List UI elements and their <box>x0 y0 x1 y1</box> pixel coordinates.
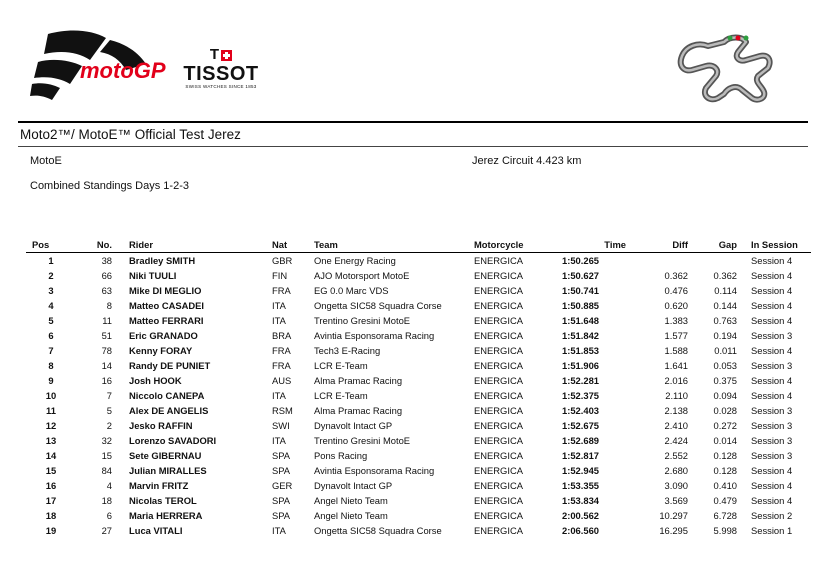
cell-gap: 0.375 <box>713 375 737 386</box>
cell-in-session: Session 1 <box>751 525 793 536</box>
header-rider: Rider <box>129 237 272 253</box>
cell-no: 8 <box>106 300 112 311</box>
cell-no: 32 <box>101 435 112 446</box>
cell-rider: Matteo FERRARI <box>129 315 204 326</box>
cell-in-session: Session 3 <box>751 420 793 431</box>
tissot-tagline: SWISS WATCHES SINCE 1853 <box>185 84 257 89</box>
cell-diff: 2.424 <box>664 435 688 446</box>
cell-gap: 6.728 <box>713 510 737 521</box>
cell-nat: SPA <box>272 495 291 506</box>
cell-motorcycle: ENERGICA <box>474 420 523 431</box>
cell-motorcycle: ENERGICA <box>474 510 523 521</box>
cell-time: 1:53.355 <box>562 480 600 491</box>
cell-time: 1:50.741 <box>562 285 600 296</box>
cell-team: Angel Nieto Team <box>314 510 388 521</box>
cell-nat: SPA <box>272 450 291 461</box>
class-name: MotoE <box>30 155 62 167</box>
cell-no: 16 <box>101 375 112 386</box>
cell-in-session: Session 3 <box>751 450 793 461</box>
cell-time: 1:50.885 <box>562 300 600 311</box>
cell-motorcycle: ENERGICA <box>474 330 523 341</box>
cell-time: 2:00.562 <box>562 510 600 521</box>
title-rule-bottom <box>18 146 808 147</box>
cell-gap: 5.998 <box>713 525 737 536</box>
circuit-map-icon <box>672 26 782 106</box>
cell-motorcycle: ENERGICA <box>474 300 523 311</box>
cell-diff: 10.297 <box>659 510 688 521</box>
cell-nat: ITA <box>272 390 286 401</box>
cell-team: Angel Nieto Team <box>314 495 388 506</box>
cell-team: Avintia Esponsorama Racing <box>314 465 435 476</box>
cell-no: 2 <box>106 420 112 431</box>
table-row <box>26 433 811 448</box>
cell-nat: ITA <box>272 315 286 326</box>
table-row <box>26 343 811 358</box>
cell-diff: 1.588 <box>664 345 688 356</box>
motogp-logo <box>30 26 170 102</box>
table-row <box>26 418 811 433</box>
cell-no: 38 <box>101 255 112 266</box>
event-title: Moto2™/ MotoE™ Official Test Jerez <box>20 127 241 142</box>
table-row <box>26 298 811 313</box>
cell-in-session: Session 4 <box>751 285 793 296</box>
cell-rider: Alex DE ANGELIS <box>129 405 209 416</box>
cell-rider: Luca VITALI <box>129 525 183 536</box>
cell-nat: FRA <box>272 360 291 371</box>
cell-time: 1:52.403 <box>562 405 600 416</box>
cell-gap: 0.144 <box>713 300 737 311</box>
cell-diff: 16.295 <box>659 525 688 536</box>
cell-nat: AUS <box>272 375 292 386</box>
cell-time: 1:53.834 <box>562 495 600 506</box>
cell-no: 63 <box>101 285 112 296</box>
cell-motorcycle: ENERGICA <box>474 480 523 491</box>
header-time: Time <box>562 237 626 253</box>
cell-gap: 0.011 <box>714 345 737 356</box>
cell-rider: Kenny FORAY <box>129 345 193 356</box>
cell-time: 1:52.281 <box>562 375 600 386</box>
table-row <box>26 493 811 508</box>
cell-team: EG 0.0 Marc VDS <box>314 285 389 296</box>
cell-diff: 2.552 <box>664 450 688 461</box>
cell-in-session: Session 4 <box>751 255 793 266</box>
cell-in-session: Session 3 <box>751 405 793 416</box>
cell-time: 1:52.689 <box>562 435 600 446</box>
cell-in-session: Session 4 <box>751 465 793 476</box>
cell-motorcycle: ENERGICA <box>474 405 523 416</box>
svg-text:motoGP: motoGP <box>80 58 166 83</box>
cell-pos: 16 <box>45 480 57 491</box>
cell-motorcycle: ENERGICA <box>474 450 523 461</box>
cell-rider: Eric GRANADO <box>129 330 198 341</box>
cell-rider: Niccolo CANEPA <box>129 390 205 401</box>
cell-team: Alma Pramac Racing <box>314 375 403 386</box>
cell-nat: ITA <box>272 525 286 536</box>
cell-gap: 0.194 <box>713 330 737 341</box>
cell-diff: 2.138 <box>664 405 688 416</box>
cell-gap: 0.479 <box>713 495 737 506</box>
cell-diff: 2.110 <box>665 390 688 401</box>
cell-rider: Randy DE PUNIET <box>129 360 211 371</box>
cell-nat: RSM <box>272 405 293 416</box>
tissot-wordmark: TISSOT <box>183 63 259 85</box>
cell-gap: 0.362 <box>713 270 737 281</box>
cell-time: 1:51.648 <box>562 315 600 326</box>
cell-gap: 0.094 <box>713 390 737 401</box>
cell-no: 66 <box>101 270 112 281</box>
standings-rows <box>26 253 811 539</box>
table-header-row <box>26 237 811 253</box>
cell-motorcycle: ENERGICA <box>474 285 523 296</box>
cell-pos: 19 <box>45 525 57 536</box>
cell-rider: Maria HERRERA <box>129 510 203 521</box>
table-row <box>26 388 811 403</box>
table-row <box>26 253 811 269</box>
cell-gap: 0.053 <box>713 360 737 371</box>
cell-in-session: Session 3 <box>751 330 793 341</box>
table-row <box>26 313 811 328</box>
cell-motorcycle: ENERGICA <box>474 360 523 371</box>
cell-diff: 1.641 <box>664 360 688 371</box>
cell-pos: 10 <box>45 390 57 401</box>
cell-rider: Sete GIBERNAU <box>129 450 202 461</box>
cell-pos: 4 <box>48 300 54 311</box>
cell-nat: SPA <box>272 510 291 521</box>
cell-in-session: Session 4 <box>751 315 793 326</box>
cell-no: 11 <box>102 315 112 326</box>
cell-nat: ITA <box>272 300 286 311</box>
cell-rider: Julian MIRALLES <box>129 465 207 476</box>
cell-motorcycle: ENERGICA <box>474 315 523 326</box>
cell-pos: 6 <box>48 330 54 341</box>
cell-nat: GER <box>272 480 293 491</box>
table-row <box>26 283 811 298</box>
cell-no: 5 <box>106 405 112 416</box>
table-row <box>26 478 811 493</box>
cell-nat: FIN <box>272 270 288 281</box>
table-row <box>26 358 811 373</box>
cell-in-session: Session 2 <box>751 510 793 521</box>
cell-team: Pons Racing <box>314 450 368 461</box>
cell-diff <box>626 253 688 269</box>
cell-gap: 0.114 <box>714 285 737 296</box>
cell-in-session: Session 4 <box>751 345 793 356</box>
cell-nat: FRA <box>272 345 291 356</box>
cell-diff: 2.016 <box>664 375 688 386</box>
cell-team: Ongetta SIC58 Squadra Corse <box>314 525 442 536</box>
standings-table <box>26 237 811 538</box>
cell-gap: 0.128 <box>713 450 737 461</box>
cell-diff: 3.569 <box>664 495 688 506</box>
cell-diff: 0.620 <box>664 300 688 311</box>
table-row <box>26 268 811 283</box>
cell-pos: 3 <box>48 285 54 296</box>
cell-in-session: Session 3 <box>751 360 793 371</box>
cell-in-session: Session 4 <box>751 390 793 401</box>
cell-in-session: Session 3 <box>751 435 793 446</box>
header-pos: Pos <box>26 237 76 253</box>
cell-diff: 3.090 <box>664 480 688 491</box>
cell-motorcycle: ENERGICA <box>474 525 523 536</box>
tissot-emblem: T <box>178 48 264 62</box>
cell-rider: Josh HOOK <box>129 375 182 386</box>
cell-no: 78 <box>101 345 112 356</box>
cell-no: 4 <box>106 480 112 491</box>
cell-pos: 2 <box>48 270 54 281</box>
header-team: Team <box>314 237 474 253</box>
cell-pos: 9 <box>48 375 54 386</box>
cell-in-session: Session 4 <box>751 270 793 281</box>
cell-nat: SPA <box>272 465 291 476</box>
cell-time: 1:52.375 <box>562 390 600 401</box>
cell-in-session: Session 4 <box>751 375 793 386</box>
header-no: No. <box>76 237 129 253</box>
cell-in-session: Session 4 <box>751 480 793 491</box>
table-row <box>26 328 811 343</box>
cell-motorcycle: ENERGICA <box>474 495 523 506</box>
cell-team: Avintia Esponsorama Racing <box>314 330 435 341</box>
cell-team: LCR E-Team <box>314 390 368 401</box>
cell-time: 2:06.560 <box>562 525 600 536</box>
cell-in-session: Session 4 <box>751 495 793 506</box>
cell-pos: 7 <box>48 345 54 356</box>
cell-rider: Jesko RAFFIN <box>129 420 193 431</box>
cell-team: Trentino Gresini MotoE <box>314 435 411 446</box>
cell-team: Ongetta SIC58 Squadra Corse <box>314 300 442 311</box>
table-row <box>26 448 811 463</box>
cell-motorcycle: ENERGICA <box>474 435 523 446</box>
cell-rider: Mike DI MEGLIO <box>129 285 202 296</box>
cell-in-session: Session 4 <box>751 300 793 311</box>
cell-motorcycle: ENERGICA <box>474 270 523 281</box>
table-row <box>26 403 811 418</box>
cell-pos: 17 <box>45 495 57 506</box>
cell-nat: FRA <box>272 285 291 296</box>
cell-pos: 11 <box>46 405 56 416</box>
cell-pos: 5 <box>48 315 54 326</box>
cell-team: AJO Motorsport MotoE <box>314 270 410 281</box>
cell-time: 1:51.842 <box>562 330 600 341</box>
cell-team: LCR E-Team <box>314 360 368 371</box>
cell-time: 1:52.817 <box>562 450 600 461</box>
cell-gap: 0.028 <box>713 405 737 416</box>
cell-time: 1:50.627 <box>562 270 600 281</box>
header-nat: Nat <box>272 237 314 253</box>
cell-time: 1:51.906 <box>562 360 600 371</box>
cell-pos: 8 <box>48 360 54 371</box>
cell-motorcycle: ENERGICA <box>474 390 523 401</box>
cell-time: 1:52.675 <box>562 420 600 431</box>
cell-motorcycle: ENERGICA <box>474 465 523 476</box>
cell-pos: 12 <box>45 420 57 431</box>
cell-pos: 13 <box>45 435 57 446</box>
cell-team: Trentino Gresini MotoE <box>314 315 411 326</box>
table-row <box>26 508 811 523</box>
cell-nat: ITA <box>272 435 286 446</box>
header-diff: Diff <box>626 237 688 253</box>
cell-motorcycle: ENERGICA <box>474 345 523 356</box>
cell-team: Dynavolt Intact GP <box>314 480 393 491</box>
cell-no: 27 <box>101 525 112 536</box>
cell-team: Alma Pramac Racing <box>314 405 403 416</box>
header-motorcycle: Motorcycle <box>474 237 562 253</box>
cell-time: 1:52.945 <box>562 465 600 476</box>
cell-no: 51 <box>101 330 112 341</box>
cell-pos: 14 <box>45 450 57 461</box>
cell-diff: 1.577 <box>664 330 688 341</box>
cell-no: 18 <box>101 495 112 506</box>
title-rule-top <box>18 121 808 123</box>
cell-rider: Marvin FRITZ <box>129 480 189 491</box>
table-row <box>26 523 811 538</box>
cell-gap: 0.128 <box>713 465 737 476</box>
cell-diff: 2.680 <box>664 465 688 476</box>
cell-team: Dynavolt Intact GP <box>314 420 393 431</box>
swiss-cross-icon <box>221 50 232 61</box>
cell-nat: SWI <box>272 420 290 431</box>
cell-no: 14 <box>101 360 112 371</box>
cell-diff: 2.410 <box>664 420 688 431</box>
cell-gap <box>688 253 737 269</box>
page-header <box>0 0 826 120</box>
header-gap: Gap <box>688 237 737 253</box>
cell-rider: Niki TUULI <box>129 270 177 281</box>
cell-pos: 15 <box>45 465 57 476</box>
cell-no: 7 <box>106 390 112 401</box>
cell-motorcycle: ENERGICA <box>474 255 523 266</box>
cell-diff: 0.476 <box>664 285 688 296</box>
cell-rider: Matteo CASADEI <box>129 300 205 311</box>
tissot-logo <box>178 48 264 90</box>
header-in-session: In Session <box>737 237 811 253</box>
cell-rider: Nicolas TEROL <box>129 495 197 506</box>
cell-diff: 1.383 <box>664 315 688 326</box>
cell-team: Tech3 E-Racing <box>314 345 381 356</box>
cell-gap: 0.410 <box>713 480 737 491</box>
cell-gap: 0.014 <box>713 435 737 446</box>
cell-time: 1:50.265 <box>562 255 600 266</box>
cell-gap: 0.763 <box>713 315 737 326</box>
cell-pos: 1 <box>48 255 54 266</box>
cell-team: One Energy Racing <box>314 255 396 266</box>
cell-diff: 0.362 <box>664 270 688 281</box>
cell-rider: Lorenzo SAVADORI <box>129 435 217 446</box>
cell-no: 6 <box>106 510 112 521</box>
cell-gap: 0.272 <box>713 420 737 431</box>
cell-nat: GBR <box>272 255 293 266</box>
cell-rider: Bradley SMITH <box>129 255 196 266</box>
cell-no: 15 <box>101 450 112 461</box>
cell-time: 1:51.853 <box>562 345 600 356</box>
session-name: Combined Standings Days 1-2-3 <box>30 180 189 192</box>
cell-pos: 18 <box>45 510 57 521</box>
cell-no: 84 <box>101 465 112 476</box>
cell-motorcycle: ENERGICA <box>474 375 523 386</box>
circuit-info: Jerez Circuit 4.423 km <box>472 155 582 167</box>
table-row <box>26 463 811 478</box>
cell-nat: BRA <box>272 330 292 341</box>
table-row <box>26 373 811 388</box>
